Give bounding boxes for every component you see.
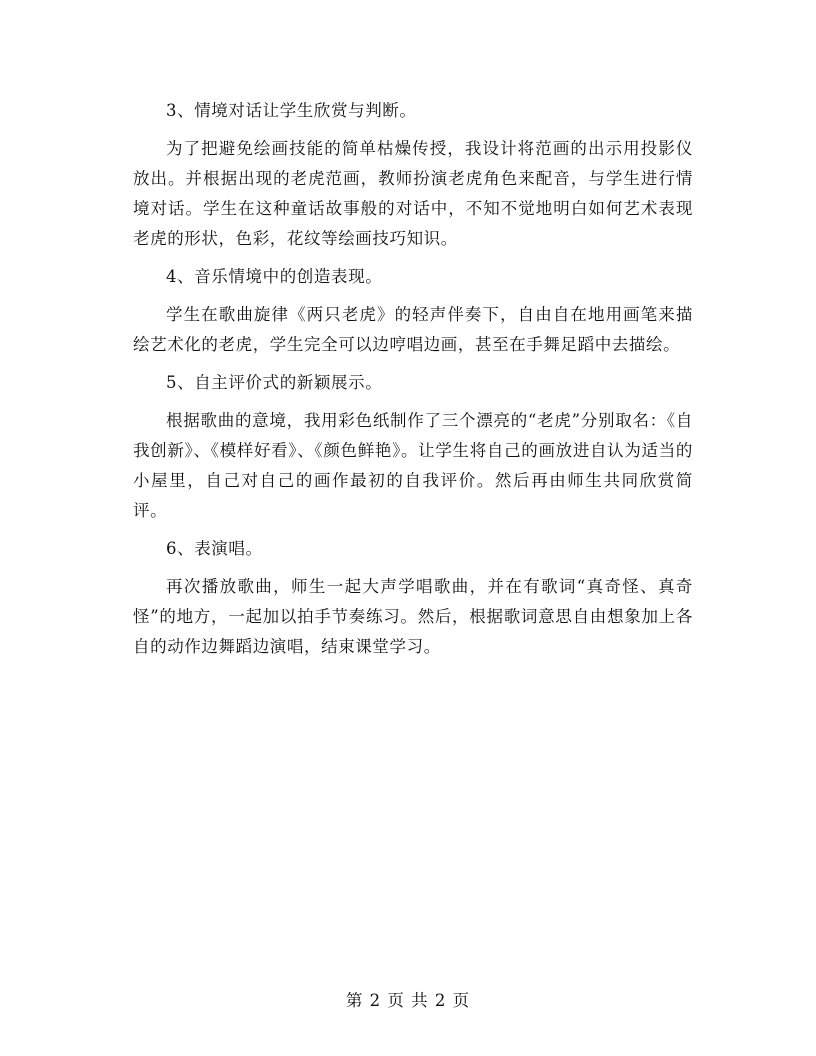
section-body-4: 学生在歌曲旋律《两只老虎》的轻声伴奏下，自由自在地用画笔来描绘艺术化的老虎，学生完全可以边哼唱边画，甚至在手舞足蹈中去描绘。 [133,305,693,354]
section-heading-6: 6、表演唱。 [166,539,263,558]
section-body-5: 根据歌曲的意境，我用彩色纸制作了三个漂亮的“老虎”分别取名：《自我创新》、《模样好看》、《颜色鲜艳》。让学生将自己的画放进自认为适当的小屋里，自己对自己的画作最初的自我评价。然后再由师生共同欣赏简评。 [133,411,693,520]
page-number-footer: 第 2 页 共 2 页 [345,991,471,1010]
section-heading-4: 4、音乐情境中的创造表现。 [166,267,383,286]
section-body-3: 为了把避免绘画技能的简单枯燥传授，我设计将范画的出示用投影仪放出。并根据出现的老虎范画，教师扮演老虎角色来配音，与学生进行情境对话。学生在这种童话故事般的对话中，不知不觉地明白如何艺术表现老虎的形状，色彩，花纹等绘画技巧知识。 [133,139,693,248]
document-body [133,96,693,670]
section-heading-5: 5、自主评价式的新颖展示。 [166,373,383,392]
section-body-6: 再次播放歌曲，师生一起大声学唱歌曲，并在有歌词“真奇怪、真奇怪”的地方，一起加以拍手节奏练习。然后，根据歌词意思自由想象加上各自的动作边舞蹈边演唱，结束课堂学习。 [133,577,693,656]
section-heading-3: 3、情境对话让学生欣赏与判断。 [166,101,417,120]
